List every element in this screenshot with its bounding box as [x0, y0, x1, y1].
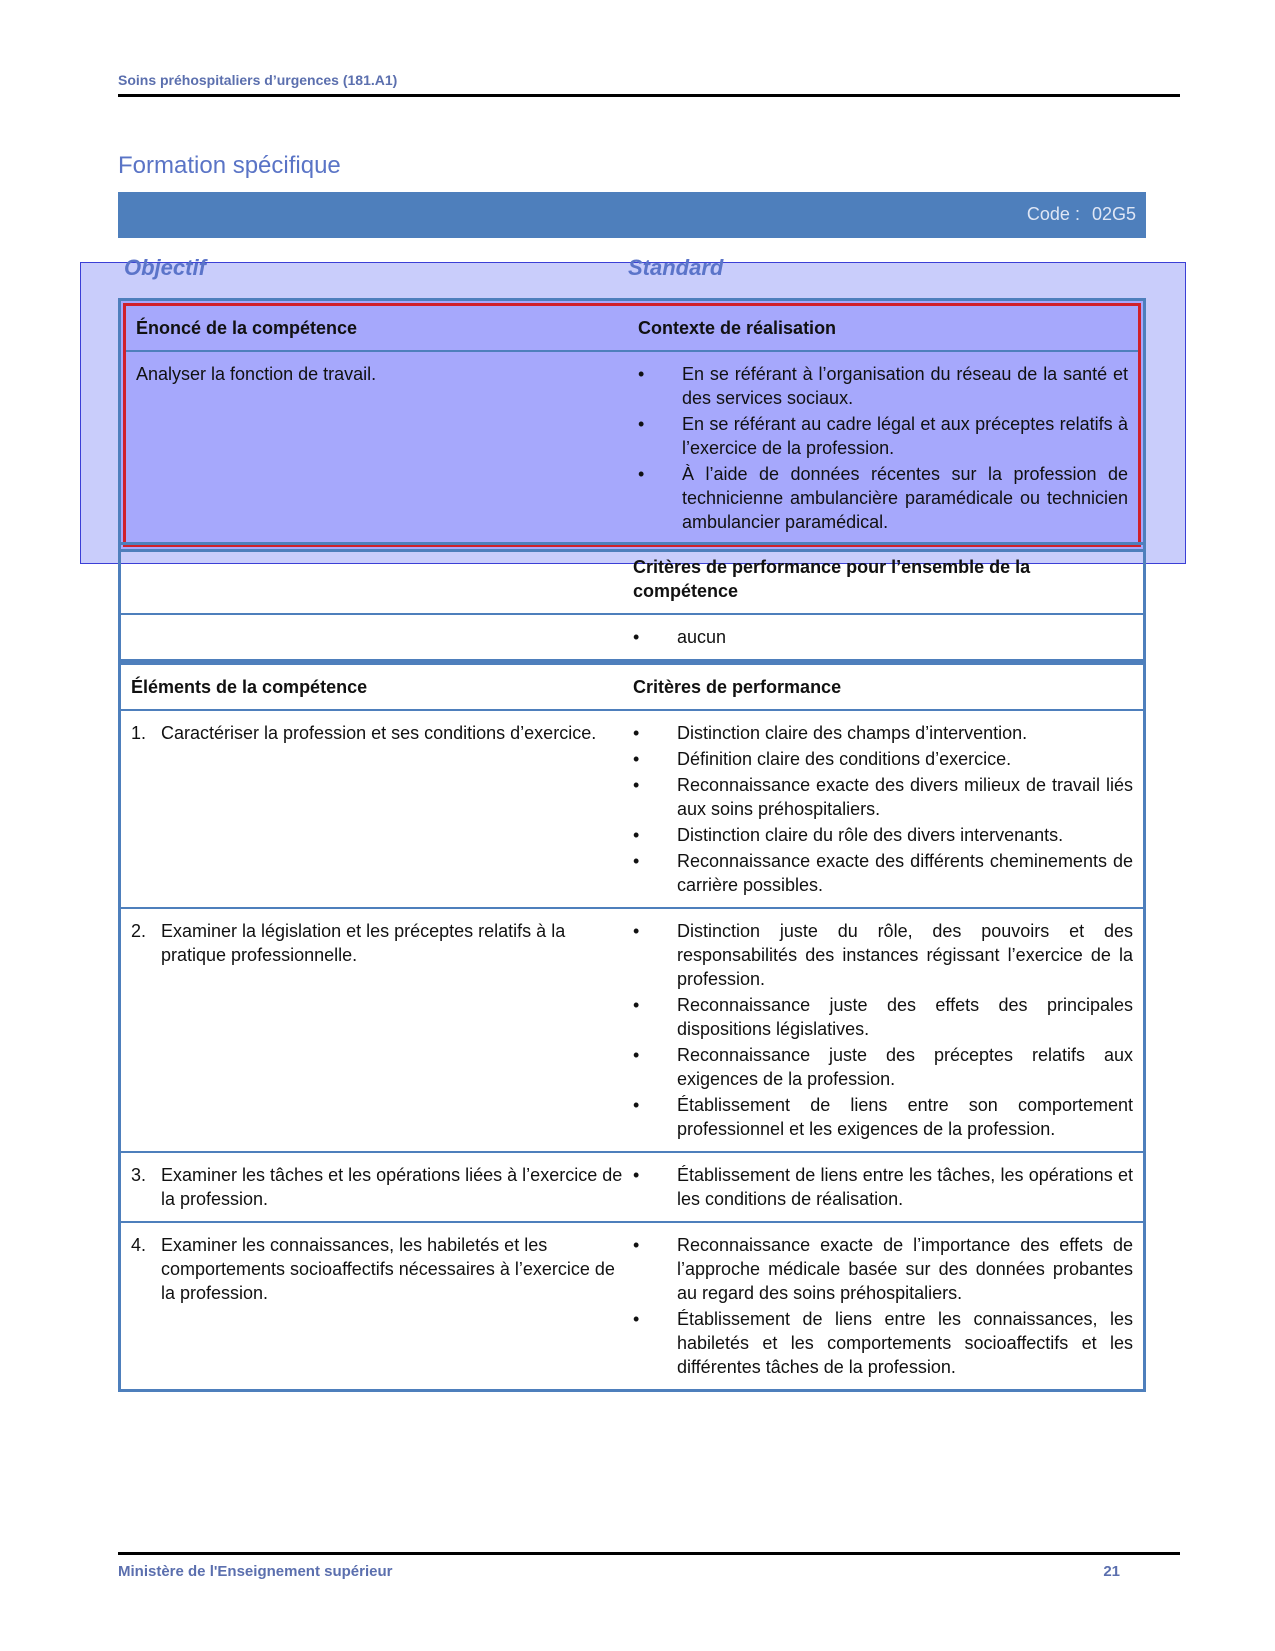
element-item [131, 1233, 623, 1305]
elements-header-row [121, 665, 1143, 709]
program-title: Soins préhospitaliers d’urgences (181.A1) [118, 72, 398, 88]
competence-statement: Analyser la fonction de travail. [136, 364, 377, 384]
context-item: • En se référant au cadre légal et aux préceptes relatifs à l’exercice de la profession. [638, 412, 1128, 460]
global-criteria-body-row [121, 613, 1143, 659]
criteria-header: Critères de performance [633, 677, 842, 697]
criterion: • Reconnaissance exacte des divers milieux de travail liés aux soins préhospitaliers. [633, 773, 1133, 821]
element-number: 1. [131, 723, 147, 743]
running-header [118, 72, 1180, 97]
global-criteria-cell [633, 615, 1143, 659]
section-title: Formation spécifique [118, 152, 341, 179]
code-bar [118, 192, 1146, 238]
context-header: Contexte de réalisation [638, 318, 837, 338]
competence-code [1027, 204, 1136, 225]
context-item: • À l’aide de données récentes sur la profession de technicienne ambulancière paramédicale ou technicien ambulancier paramédical. [638, 462, 1128, 534]
element-number: 4. [131, 1235, 147, 1255]
code-label: Code : [1026, 204, 1080, 224]
global-criteria-item: • aucun [633, 625, 1133, 649]
criteria-cell [633, 711, 1143, 907]
criteria-cell [633, 1223, 1143, 1389]
standard-heading: Standard [628, 255, 724, 280]
criterion: • Établissement de liens entre les tâches, les opérations et les conditions de réalisation. [633, 1163, 1133, 1211]
elements-header: Éléments de la compétence [131, 677, 368, 697]
criterion: • Distinction claire des champs d’intervention. [633, 721, 1133, 745]
criteria-list [633, 1163, 1133, 1211]
criterion: • Reconnaissance exacte de l’importance des effets de l’approche médicale basée sur des données probantes au regard des soins préhospitaliers. [633, 1233, 1133, 1305]
competence-table [118, 298, 1146, 552]
code-value: 02G5 [1091, 204, 1136, 224]
global-criteria-empty-cell [121, 545, 633, 613]
element-text: Examiner les connaissances, les habiletés et les comportements socioaffectifs nécessaires à l’exercice de la profession. [161, 1235, 615, 1303]
criterion: • Distinction claire du rôle des divers intervenants. [633, 823, 1133, 847]
element-cell [121, 909, 633, 1151]
global-criteria-list [633, 625, 1133, 649]
criterion: • Distinction juste du rôle, des pouvoirs et des responsabilités des instances régissant l’exercice de la profession. [633, 919, 1133, 991]
element-text: Examiner les tâches et les opérations liées à l’exercice de la profession. [161, 1165, 623, 1209]
element-item [131, 721, 623, 745]
table-row [121, 709, 1143, 907]
running-footer [118, 1552, 1180, 1580]
global-criteria-header: Critères de performance pour l’ensemble de la compétence [633, 557, 1031, 601]
element-cell [121, 1223, 633, 1389]
statement-header: Énoncé de la compétence [136, 318, 358, 338]
element-item [131, 919, 623, 967]
criteria-list [633, 721, 1133, 897]
global-criteria-empty-cell [121, 615, 633, 659]
criterion: • Établissement de liens entre son comportement professionnel et les exigences de la profession. [633, 1093, 1133, 1141]
table-row [121, 1221, 1143, 1389]
element-text: Examiner la législation et les préceptes relatifs à la pratique professionnelle. [161, 921, 566, 965]
criteria-cell [633, 909, 1143, 1151]
global-criteria-table [118, 542, 1146, 662]
ministry-name: Ministère de l'Enseignement supérieur [118, 1563, 393, 1580]
elements-table [118, 662, 1146, 1392]
table-row [121, 1151, 1143, 1221]
objective-heading: Objectif [124, 255, 206, 280]
criterion: • Reconnaissance juste des effets des principales dispositions législatives. [633, 993, 1133, 1041]
competence-body-row [126, 350, 1138, 544]
element-cell [121, 1153, 633, 1221]
element-number: 2. [131, 921, 147, 941]
context-list [638, 362, 1128, 534]
page-number: 21 [1103, 1563, 1120, 1580]
element-text: Caractériser la profession et ses conditions d’exercice. [161, 723, 597, 743]
element-number: 3. [131, 1165, 147, 1185]
criterion: • Définition claire des conditions d’exercice. [633, 747, 1133, 771]
table-row [121, 907, 1143, 1151]
competence-header-row [126, 306, 1138, 350]
criteria-list [633, 1233, 1133, 1379]
criterion: • Reconnaissance exacte des différents cheminements de carrière possibles. [633, 849, 1133, 897]
element-item [131, 1163, 623, 1211]
criteria-list [633, 919, 1133, 1141]
criteria-cell [633, 1153, 1143, 1221]
element-cell [121, 711, 633, 907]
context-cell [638, 352, 1138, 544]
criterion: • Reconnaissance juste des préceptes relatifs aux exigences de la profession. [633, 1043, 1133, 1091]
competence-table-inner [123, 303, 1141, 547]
global-criteria-header-row [121, 545, 1143, 613]
criterion: • Établissement de liens entre les connaissances, les habiletés et les comportements socioaffectifs et les différentes tâches de la profession. [633, 1307, 1133, 1379]
context-item: • En se référant à l’organisation du réseau de la santé et des services sociaux. [638, 362, 1128, 410]
